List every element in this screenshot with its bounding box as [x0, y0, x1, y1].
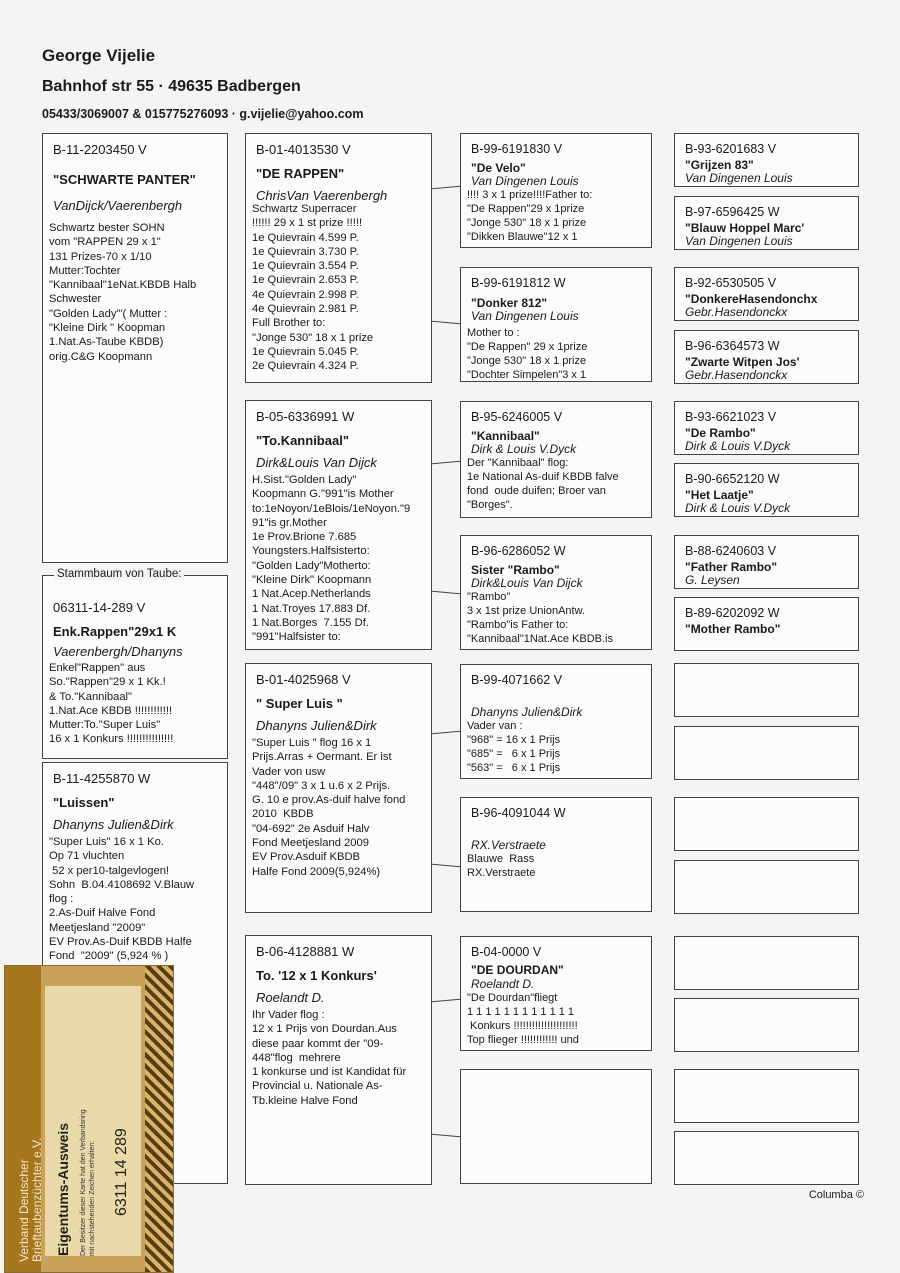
great-grandparent-card — [674, 860, 859, 914]
ring-number: B-05-6336991 W — [256, 409, 355, 424]
owner-name: Van Dingenen Louis — [471, 309, 579, 323]
pigeon-notes: Der "Kannibaal" flog: 1e National As-duif KBDB falve fond oude duifen; Broer van "Borges". — [467, 457, 619, 511]
pigeon-notes: Schwartz bester SOHN vom "RAPPEN 29 x 1" 131 Prizes-70 x 1/10 Mutter:Tochter "Kannibaal"1eNat.KBDB Halb Schwester "Golden Lady"'( Mutter : "Kleine Dirk " Koopman 1.Nat.As-Taube KBDB) orig.C&G Koopmann — [49, 222, 197, 363]
owner-name: Dirk & Louis V.Dyck — [685, 439, 791, 453]
owner-name: Van Dingenen Louis — [471, 174, 579, 188]
parent-card — [245, 935, 432, 1185]
owner-name: Dirk&Louis Van Dijck — [256, 455, 377, 470]
great-grandparent-card — [674, 1069, 859, 1123]
card-title: Eigentums-Ausweis — [55, 1122, 71, 1256]
great-grandparent-card — [674, 998, 859, 1052]
grandparent-card — [460, 664, 652, 779]
ring-number: B-92-6530505 V — [685, 276, 777, 290]
ring-number: B-90-6652120 W — [685, 472, 780, 486]
ring-number: B-99-6191830 V — [471, 142, 563, 156]
owner-name: RX.Verstraete — [471, 838, 546, 852]
pigeon-name: "Blauw Hoppel Marc' — [685, 221, 805, 235]
owner-name: Dhanyns Julien&Dirk — [53, 817, 174, 832]
ring-number: B-11-2203450 V — [53, 142, 147, 157]
owner-name: Van Dingenen Louis — [685, 234, 793, 248]
pigeon-name: "De Velo" — [471, 161, 526, 175]
ring-number: B-89-6202092 W — [685, 606, 780, 620]
card-desc1: Der Besitzer dieser Karte hat den Verbandsring — [80, 1109, 87, 1256]
card-pattern — [145, 966, 173, 1272]
ring-ownership-card — [4, 965, 174, 1273]
owner-name: Dhanyns Julien&Dirk — [471, 705, 583, 719]
connector — [432, 461, 460, 464]
great-grandparent-card — [674, 196, 859, 250]
pigeon-name: "Luissen" — [53, 795, 115, 810]
pigeon-name: "Zwarte Witpen Jos' — [685, 355, 800, 369]
stammbaum-pigeon-card — [42, 575, 228, 759]
grandparent-card — [460, 535, 652, 650]
ring-number: B-88-6240603 V — [685, 544, 777, 558]
ring-number: B-01-4013530 V — [256, 142, 351, 157]
ring-number: B-96-4091044 W — [471, 806, 566, 820]
owner-name: Roelandt D. — [256, 990, 325, 1005]
owner-name: ChrisVan Vaerenbergh — [256, 188, 388, 203]
pigeon-name: "DE DOURDAN" — [471, 963, 564, 977]
copyright-footer: Columba © — [808, 1189, 864, 1201]
grandparent-card — [460, 936, 652, 1051]
grandparent-card — [460, 1069, 652, 1184]
parent-card — [245, 400, 432, 650]
pigeon-name: "DE RAPPEN" — [256, 166, 345, 181]
parent-card — [245, 663, 432, 913]
pigeon-name: "DonkereHasendonchx — [685, 292, 818, 306]
ring-number: B-11-4255870 W — [53, 771, 151, 786]
card-org-line2: Brieftaubenzüchter e.V. — [30, 1137, 44, 1262]
parent-card — [245, 133, 432, 383]
ring-number: B-01-4025968 V — [256, 672, 351, 687]
stammbaum-label: Stammbaum von Taube: — [54, 568, 184, 580]
great-grandparent-card — [674, 597, 859, 651]
pigeon-name: "Donker 812" — [471, 296, 548, 310]
pigeon-name: "SCHWARTE PANTER" — [53, 172, 196, 187]
pigeon-name: "Het Laatje" — [685, 488, 754, 502]
ring-number: B-06-4128881 W — [256, 944, 355, 959]
owner-name: Gebr.Hasendonckx — [685, 368, 788, 382]
ring-number: B-99-4071662 V — [471, 673, 563, 687]
ring-number: B-97-6596425 W — [685, 205, 780, 219]
pigeon-name: "De Rambo" — [685, 426, 756, 440]
ring-number: B-96-6286052 W — [471, 544, 566, 558]
great-grandparent-card — [674, 401, 859, 455]
connector — [432, 1134, 460, 1137]
connector — [432, 864, 460, 867]
breeder-contact: 05433/3069007 & 015775276093 · g.vijelie@yahoo.com — [42, 107, 364, 121]
pigeon-notes: Vader van : "968" = 16 x 1 Prijs "685" = 6 x 1 Prijs "563" = 6 x 1 Prijs — [467, 720, 561, 774]
great-grandparent-card — [674, 1131, 859, 1185]
ring-number: B-04-0000 V — [471, 945, 542, 959]
breeder-address: Bahnhof str 55 · 49635 Badbergen — [42, 78, 301, 95]
great-grandparent-card — [674, 663, 859, 717]
breeder-name: George Vijelie — [42, 46, 156, 65]
connector — [432, 186, 460, 189]
great-grandparent-card — [674, 936, 859, 990]
great-grandparent-card — [674, 726, 859, 780]
owner-name: VanDijck/Vaerenbergh — [53, 198, 183, 213]
card-ring-number: 6311 14 289 — [113, 1128, 130, 1216]
ring-number: B-96-6364573 W — [685, 339, 780, 353]
pigeon-notes: Enkel"Rappen" aus So."Rappen"29 x 1 Kk.! & To."Kannibaal" 1.Nat.Ace KBDB !!!!!!!!!!!! Mutter:To."Super Luis" 16 x 1 Konkurs !!!!!!!!!!!!!!! — [49, 662, 174, 746]
great-grandparent-card — [674, 797, 859, 851]
grandparent-card — [460, 267, 652, 382]
owner-name: Van Dingenen Louis — [685, 171, 793, 185]
card-desc2: mit nachstehenden Zeichen erhalten: — [89, 1140, 96, 1256]
ring-number: B-93-6201683 V — [685, 142, 777, 156]
owner-name: G. Leysen — [685, 573, 740, 587]
pigeon-notes: Ihr Vader flog : 12 x 1 Prijs von Dourdan.Aus diese paar kommt der "09- 448"flog mehrere 1 konkurse und ist Kandidat für Provincial u. Nationale As- Tb.kleine Halve Fond — [252, 1009, 407, 1107]
ring-number: B-99-6191812 W — [471, 276, 566, 290]
owner-name: Dhanyns Julien&Dirk — [256, 718, 377, 733]
great-grandparent-card — [674, 535, 859, 589]
pigeon-name: Enk.Rappen"29x1 K — [53, 624, 177, 639]
pigeon-name: " Super Luis " — [256, 696, 343, 711]
pigeon-notes: Mother to : "De Rappen" 29 x 1prize "Jonge 530" 18 x 1 prize "Dochter Simpelen"3 x 1 — [467, 327, 588, 381]
pigeon-name: "Kannibaal" — [471, 429, 540, 443]
pigeon-notes: "Super Luis" 16 x 1 Ko. Op 71 vluchten 52 x per10-talgevlogen! Sohn B.04.4108692 V.Blauw flog : 2.As-Duif Halve Fond Meetjesland "2009" EV Prov.As-Duif KBDB Halfe Fond "2009" (5,924 % ) — [49, 836, 195, 963]
grandparent-card — [460, 401, 652, 518]
connector — [432, 591, 460, 594]
ring-number: 06311-14-289 V — [53, 600, 146, 615]
pigeon-notes: Blauwe Rass RX.Verstraete — [467, 853, 536, 879]
owner-name: Gebr.Hasendonckx — [685, 305, 788, 319]
connector — [432, 731, 460, 734]
owner-name: Dirk&Louis Van Dijck — [471, 576, 583, 590]
connector — [432, 321, 460, 324]
pigeon-name: To. '12 x 1 Konkurs' — [256, 968, 377, 983]
pigeon-name: Sister "Rambo" — [471, 563, 560, 577]
pigeon-name: "Grijzen 83" — [685, 158, 754, 172]
grandparent-card — [460, 133, 652, 248]
connector — [432, 999, 460, 1002]
ring-number: B-93-6621023 V — [685, 410, 777, 424]
pigeon-notes: H.Sist."Golden Lady" Koopmann G."991"is Mother to:1eNoyon/1eBlois/1eNoyon."9 91"is gr.Mother 1e Prov.Brione 7.685 Youngsters.Halfsisterto: "Golden Lady"Motherto: "Kleine Dirk" Koopmann 1 Nat.Acep.Netherlands 1 Nat.Troyes 17.883 Df. 1 Nat.Borges 7.155 Df. "991"Halfsister to: — [252, 474, 411, 644]
pigeon-name: "Father Rambo" — [685, 560, 778, 574]
main-pigeon-card — [42, 133, 228, 563]
pigeon-name: "To.Kannibaal" — [256, 433, 349, 448]
pigeon-name: "Mother Rambo" — [685, 622, 781, 636]
great-grandparent-card — [674, 330, 859, 384]
owner-name: Roelandt D. — [471, 977, 535, 991]
pigeon-notes: !!!! 3 x 1 prize!!!!Father to: "De Rappen"29 x 1prize "Jonge 530" 18 x 1 prize "Dikken Blauwe"12 x 1 — [467, 189, 593, 243]
great-grandparent-card — [674, 463, 859, 517]
pigeon-notes: "Rambo" 3 x 1st prize UnionAntw. "Rambo"is Father to: "Kannibaal"1Nat.Ace KBDB.is — [467, 591, 613, 645]
pigeon-notes: "De Dourdan"fliegt 1 1 1 1 1 1 1 1 1 1 1 1 Konkurs !!!!!!!!!!!!!!!!!!!!! Top flieger !!!!!!!!!!!! und — [467, 992, 579, 1046]
owner-name: Dirk & Louis V.Dyck — [685, 501, 791, 515]
great-grandparent-card — [674, 267, 859, 321]
great-grandparent-card — [674, 133, 859, 187]
owner-name: Dirk & Louis V.Dyck — [471, 442, 577, 456]
grandparent-card — [460, 797, 652, 912]
owner-name: Vaerenbergh/Dhanyns — [53, 644, 183, 659]
pigeon-notes: "Super Luis " flog 16 x 1 Prijs.Arras + Oermant. Er ist Vader von usw "448"/09" 3 x 1 u.6 x 2 Prijs. G. 10 e prov.As-duif halve fond 2010 KBDB "04-692" 2e Asduif Halv Fond Meetjesland 2009 EV Prov.Asduif KBDB Halfe Fond 2009(5,924%) — [252, 737, 406, 878]
ring-number: B-95-6246005 V — [471, 410, 563, 424]
card-org-line1: Verband Deutscher — [17, 1159, 31, 1262]
pigeon-notes: Schwartz Superracer !!!!!! 29 x 1 st prize !!!!! 1e Quievrain 4.599 P. 1e Quievrain 3.730 P. 1e Quievrain 3.554 P. 1e Quievrain 2.653 P. 4e Quievrain 2.998 P. 4e Quievrain 2.981 P. Full Brother to: "Jonge 530" 18 x 1 prize 1e Quievrain 5.045 P. 2e Quievrain 4.324 P. — [252, 203, 374, 373]
